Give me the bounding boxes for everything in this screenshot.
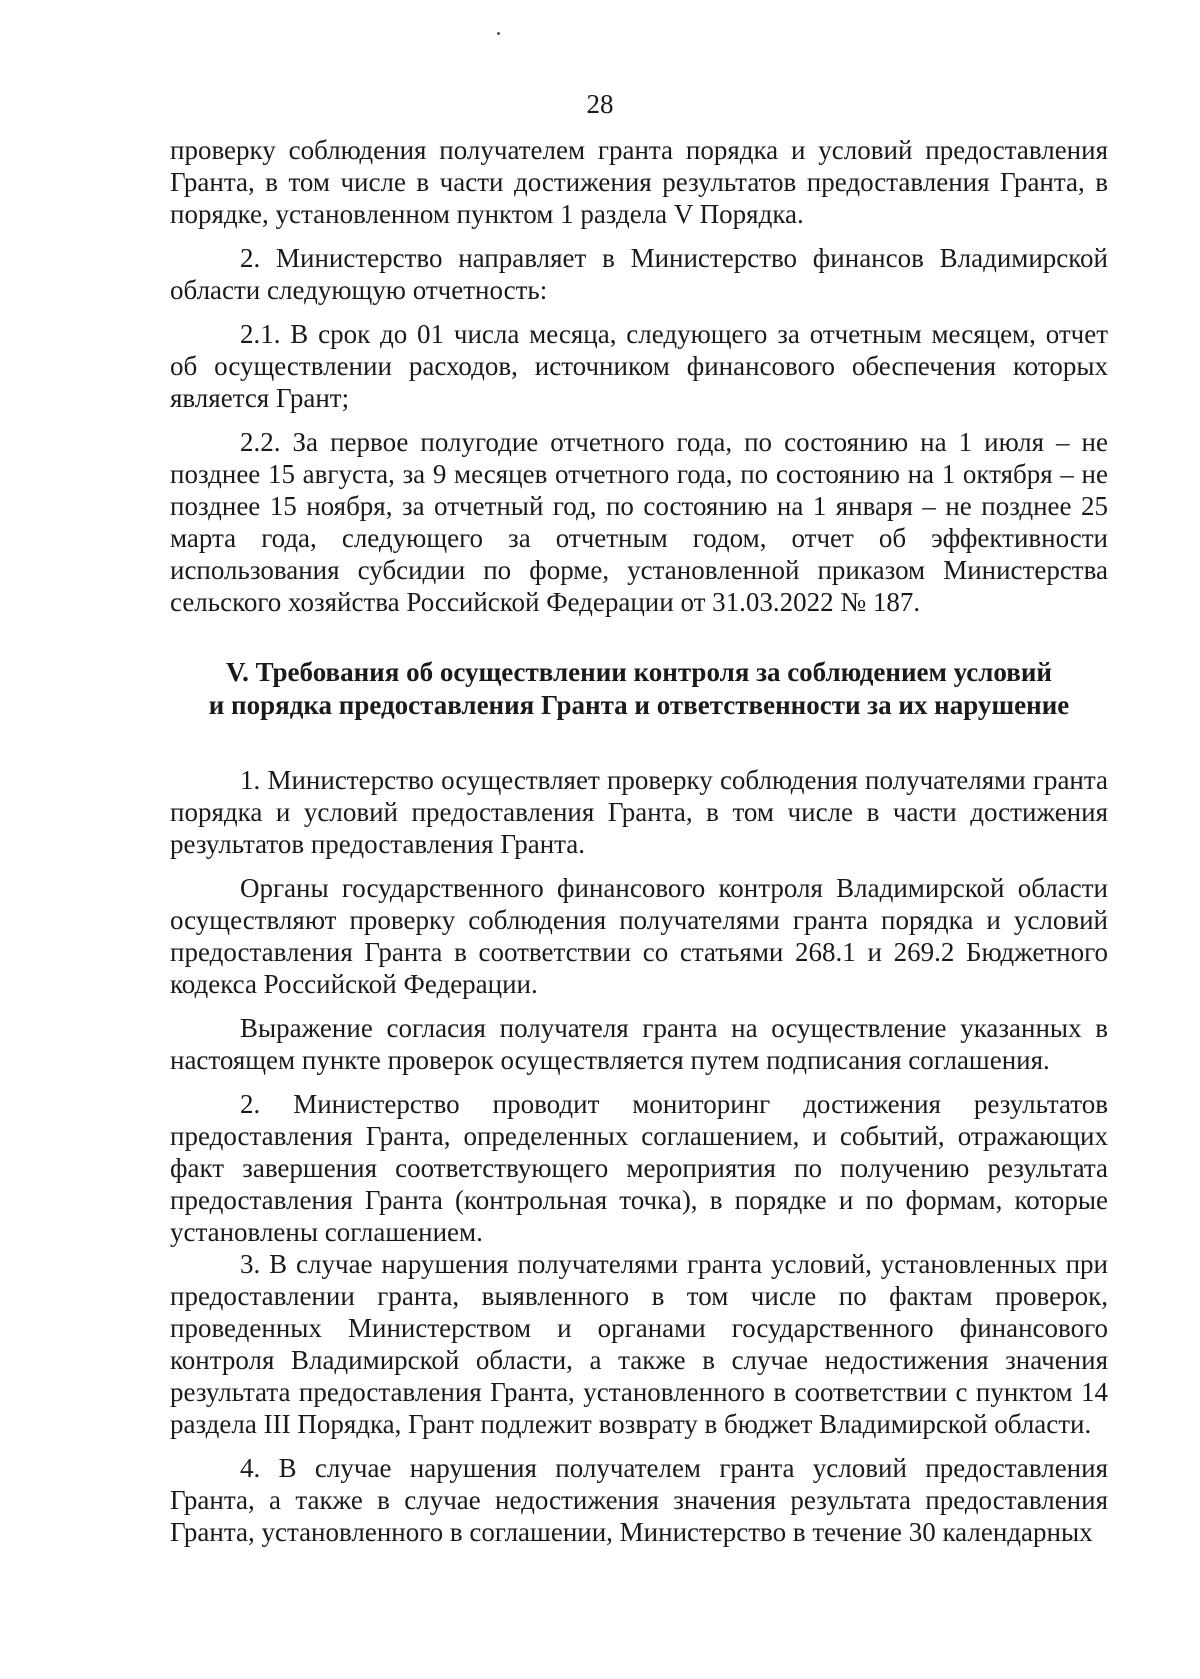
paragraph-continuation: проверку соблюдения получателем гранта порядка и условий предоставления Гранта, в том числе в части достижения результатов предоставления Гранта, в порядке, установленном пунктом 1 раздела V Порядка. xyxy=(170,135,1108,229)
paragraph-item-2-2: 2.2. За первое полугодие отчетного года, по состоянию на 1 июля – не позднее 15 августа, за 9 месяцев отчетного года, по состоянию на 1 октября – не позднее 15 ноября, за отчетный год, по состоянию на 1 января – не позднее 25 марта года, следующего за отчетным годом, отчет об эффективности использования субсидии по форме, установленной приказом Министерства сельского хозяйства Российской Федерации от 31.03.2022 № 187. xyxy=(170,427,1108,617)
paragraph-section-4: 4. В случае нарушения получателем гранта условий предоставления Гранта, а также в случае недостижения значения результата предоставления Гранта, установленного в соглашении, Министерство в течение 30 календарных xyxy=(170,1453,1108,1547)
paragraph-item-2-1: 2.1. В срок до 01 числа месяца, следующего за отчетным месяцем, отчет об осуществлении расходов, источником финансового обеспечения которых является Грант; xyxy=(170,319,1108,413)
paragraph-consent: Выражение согласия получателя гранта на осуществление указанных в настоящем пункте проверок осуществляется путем подписания соглашения. xyxy=(170,1013,1108,1075)
paragraph-section-2: 2. Министерство проводит мониторинг достижения результатов предоставления Гранта, определенных соглашением, и событий, отражающих факт завершения соответствующего мероприятия по получению результата предоставления Гранта (контрольная точка), в порядке и по формам, которые установлены соглашением. xyxy=(170,1089,1108,1247)
section-heading xyxy=(170,656,1108,722)
section-heading-line-2: и порядка предоставления Гранта и ответственности за их нарушение xyxy=(208,690,1070,720)
section-heading-line-1: V. Требования об осуществлении контроля за соблюдением условий xyxy=(226,657,1052,687)
paragraph-item-2: 2. Министерство направляет в Министерство финансов Владимирской области следующую отчетность: xyxy=(170,243,1108,305)
paragraph-section-3: 3. В случае нарушения получателями гранта условий, установленных при предоставлении гранта, выявленного в том числе по фактам проверок, проведенных Министерством и органами государственного финансового контроля Владимирской области, а также в случае недостижения значения результата предоставления Гранта, установленного в соответствии с пунктом 14 раздела III Порядка, Грант подлежит возврату в бюджет Владимирской области. xyxy=(170,1249,1108,1439)
paragraph-section-1: 1. Министерство осуществляет проверку соблюдения получателями гранта порядка и условий предоставления Гранта, в том числе в части достижения результатов предоставления Гранта. xyxy=(170,765,1108,859)
page-number: 28 xyxy=(586,89,614,119)
scan-speck xyxy=(497,32,500,35)
document-body xyxy=(170,134,1108,1560)
paragraph-control-bodies: Органы государственного финансового контроля Владимирской области осуществляют проверку соблюдения получателями гранта порядка и условий предоставления Гранта в соответствии со статьями 268.1 и 269.2 Бюджетного кодекса Российской Федерации. xyxy=(170,873,1108,999)
